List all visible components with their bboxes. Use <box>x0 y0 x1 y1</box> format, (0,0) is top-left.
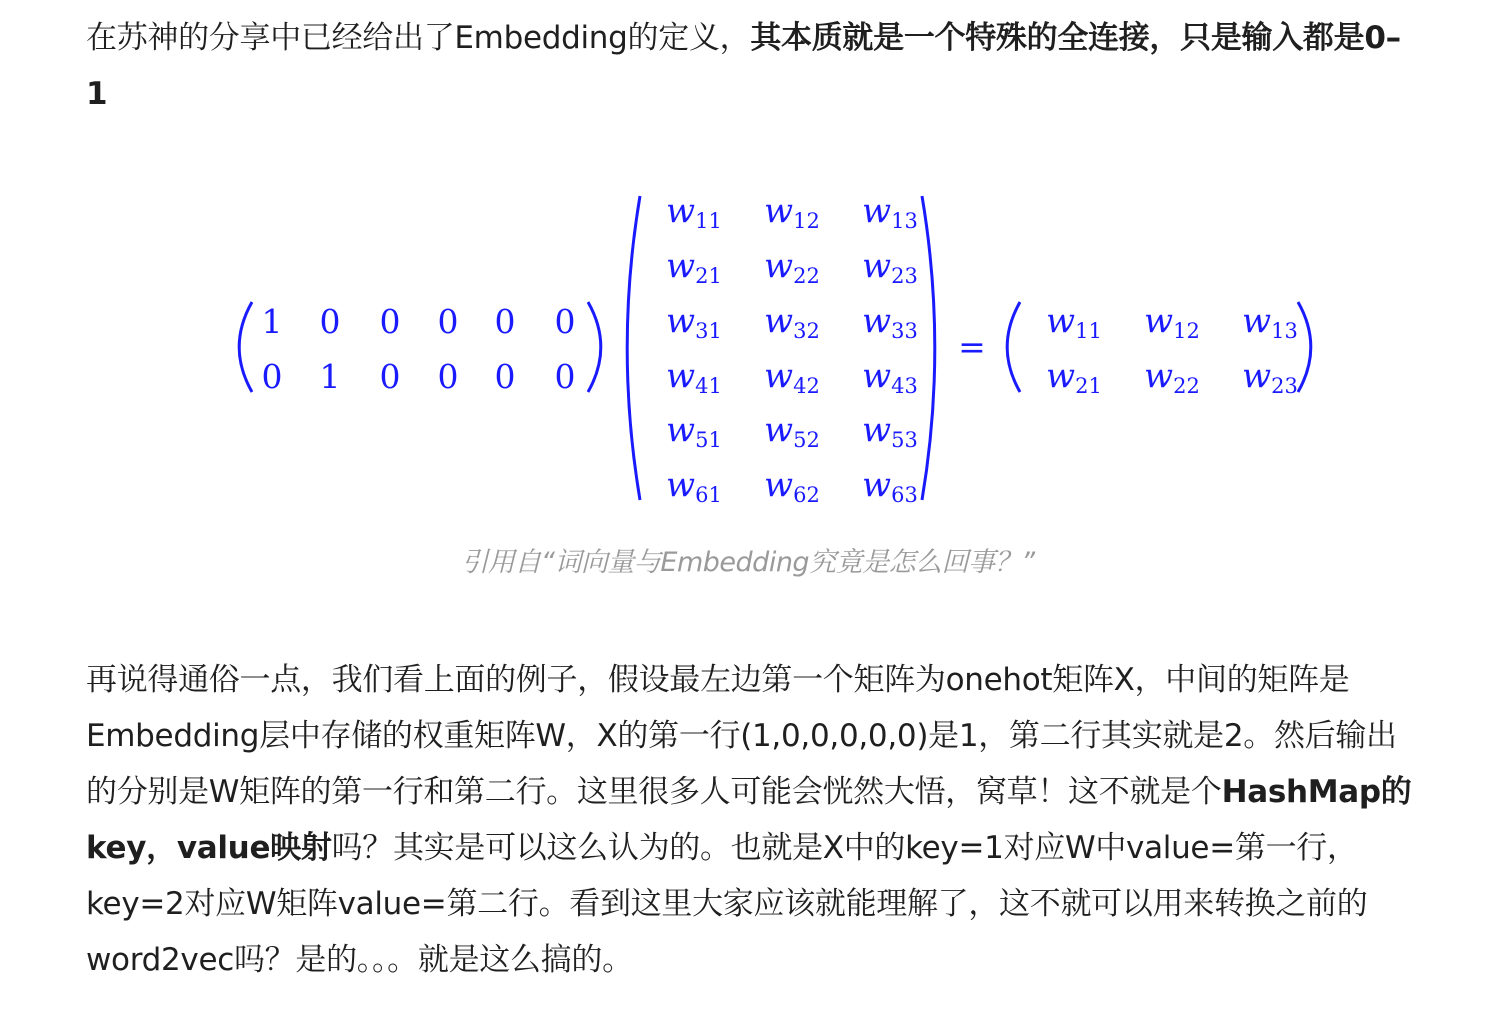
result-cell: w13 <box>1242 301 1298 343</box>
intro-bold-text: 其本质就是一个特殊的全连接，只是输入都是0–1 <box>86 20 1401 112</box>
intro-text: 在苏神的分享中已经给出了Embedding的定义， <box>86 20 751 56</box>
explanation-text-2: 吗？其实是可以这么认为的。也就是X中的key=1对应W中value=第一行，key=2对应W矩阵value=第二行。看到这里大家应该就能理解了，这不就可以用来转换之前的word2vec吗？是的。。。就是这么搞的。 <box>86 830 1368 978</box>
onehot-cell: 0 <box>494 302 516 341</box>
weight-cell: w11 <box>666 191 722 233</box>
figure-caption: 引用自“词向量与Embedding究竟是怎么回事？” <box>461 547 1035 578</box>
weight-cell: w63 <box>862 465 918 507</box>
result-cell: w12 <box>1144 301 1200 343</box>
result-cell: w22 <box>1144 356 1200 398</box>
onehot-right-paren <box>588 302 601 392</box>
weight-cell: w13 <box>862 191 918 233</box>
intro-paragraph <box>86 10 1422 122</box>
weight-cell: w31 <box>666 301 722 343</box>
onehot-cell: 0 <box>554 357 576 396</box>
weight-cell: w42 <box>764 356 820 398</box>
formula-svg <box>0 180 1496 520</box>
result-right-paren <box>1298 302 1311 392</box>
onehot-left-paren <box>239 302 252 392</box>
onehot-cell: 0 <box>379 302 401 341</box>
weight-cell: w51 <box>666 410 722 452</box>
result-cell: w11 <box>1046 301 1102 343</box>
weight-cell: w12 <box>764 191 820 233</box>
onehot-cell: 1 <box>261 302 283 341</box>
explanation-bold-text: HashMap的key，value映射 <box>86 774 1412 866</box>
weights-right-paren <box>922 196 935 500</box>
equals-sign: = <box>958 327 986 366</box>
weight-cell: w23 <box>862 246 918 288</box>
embedding-formula <box>0 180 1496 520</box>
onehot-cell: 0 <box>437 302 459 341</box>
onehot-cell: 0 <box>494 357 516 396</box>
explanation-paragraph <box>86 652 1422 988</box>
explanation-text-1: 再说得通俗一点，我们看上面的例子，假设最左边第一个矩阵为onehot矩阵X，中间的矩阵是Embedding层中存储的权重矩阵W，X的第一行(1,0,0,0,0,0)是1，第二行其实就是2。然后输出的分别是W矩阵的第一行和第二行。这里很多人可能会恍然大悟，窝草！这不就是个 <box>86 662 1397 810</box>
onehot-cell: 0 <box>319 302 341 341</box>
weight-cell: w22 <box>764 246 820 288</box>
weight-cell: w41 <box>666 356 722 398</box>
onehot-cell: 0 <box>261 357 283 396</box>
weight-cell: w52 <box>764 410 820 452</box>
result-cell: w21 <box>1046 356 1102 398</box>
weights-left-paren <box>627 196 640 500</box>
weight-cell: w32 <box>764 301 820 343</box>
weight-cell: w62 <box>764 465 820 507</box>
weight-cell: w33 <box>862 301 918 343</box>
onehot-cell: 0 <box>437 357 459 396</box>
onehot-cell: 0 <box>379 357 401 396</box>
weight-cell: w43 <box>862 356 918 398</box>
onehot-cell: 0 <box>554 302 576 341</box>
result-left-paren <box>1007 302 1020 392</box>
result-cell: w23 <box>1242 356 1298 398</box>
weight-cell: w21 <box>666 246 722 288</box>
weight-cell: w61 <box>666 465 722 507</box>
weight-cell: w53 <box>862 410 918 452</box>
onehot-cell: 1 <box>319 357 341 396</box>
